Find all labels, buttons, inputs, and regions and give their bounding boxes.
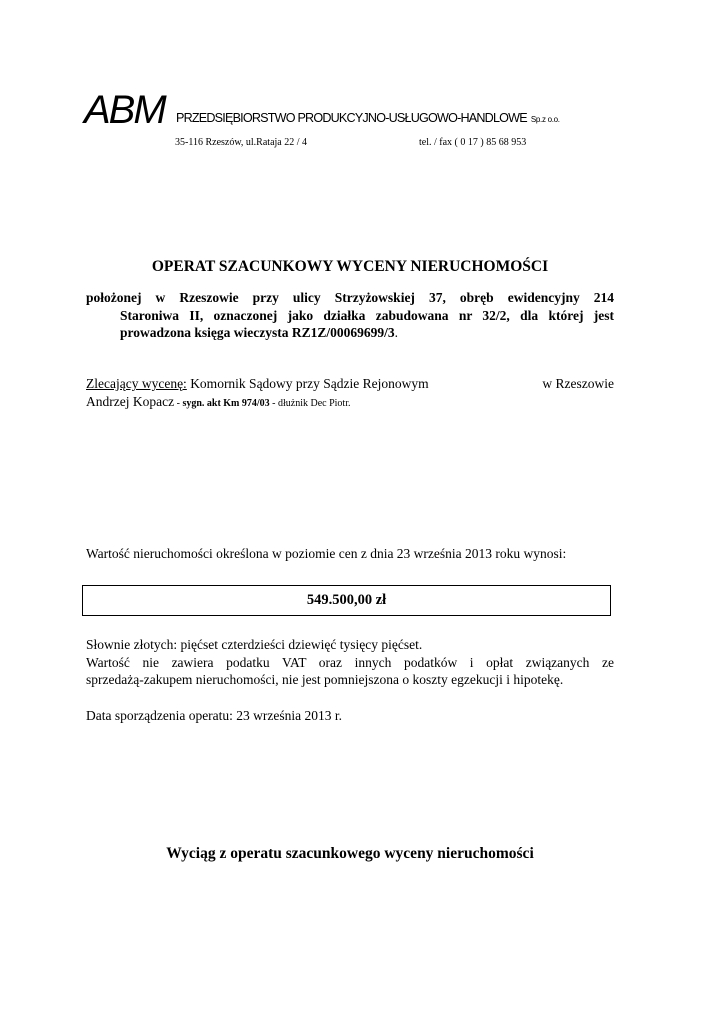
company-name-text: PRZEDSIĘBIORSTWO PRODUKCYJNO-USŁUGOWO-HANDLOWE: [176, 111, 527, 125]
extract-title: Wyciąg z operatu szacunkowego wyceny nieruchomości: [166, 845, 534, 862]
commission-label: Zlecający wycenę:: [86, 376, 187, 391]
commission-city: w Rzeszowie: [542, 376, 614, 391]
preparation-date: Data sporządzenia operatu: 23 września 2013 r.: [86, 708, 343, 723]
value-amount: 549.500,00 zł: [306, 592, 387, 608]
company-logo: ABM: [84, 88, 165, 132]
case-number: sygn. akt Km 974/03: [182, 398, 270, 409]
vat-note-line-1: Wartość nie zawiera podatku VAT oraz innych podatków i opłat związanych ze: [86, 654, 614, 670]
land-register-text: prowadzona księga wieczysta RZ1Z/00069699/3: [120, 325, 395, 340]
commissioning-party: [86, 375, 614, 413]
property-location: [86, 289, 614, 342]
debtor-info: - dłużnik Dec Piotr.: [269, 398, 351, 409]
value-intro: Wartość nieruchomości określona w poziomie cen z dnia 23 września 2013 roku wynosi:: [86, 546, 567, 561]
bailiff-name: Andrzej Kopacz: [86, 394, 175, 409]
company-address: 35-116 Rzeszów, ul.Rataja 22 / 4: [175, 137, 308, 148]
document-title: OPERAT SZACUNKOWY WYCENY NIERUCHOMOŚCI: [151, 258, 549, 275]
location-line-3: [86, 324, 614, 342]
case-prefix: -: [174, 398, 183, 409]
company-name: [176, 111, 560, 125]
location-line-1: położonej w Rzeszowie przy ulicy Strzyżowskiej 37, obręb ewidencyjny 214: [86, 290, 614, 305]
commission-text: Komornik Sądowy przy Sądzie Rejonowym: [186, 376, 429, 391]
value-description: [86, 636, 614, 689]
vat-note-line-2: sprzedażą-zakupem nieruchomości, nie jest pomniejszona o koszty egzekucji i hipotekę.: [86, 672, 564, 687]
value-in-words: Słownie złotych: pięćset czterdzieści dziewięć tysięcy pięćset.: [86, 637, 423, 652]
company-suffix: Sp.z o.o.: [530, 115, 560, 124]
company-phone: tel. / fax ( 0 17 ) 85 68 953: [419, 137, 527, 148]
location-line-2: Staroniwa II, oznaczonej jako działka zabudowana nr 32/2, dla której jest: [120, 307, 614, 323]
value-amount-box: [82, 585, 611, 616]
location-period: .: [394, 325, 399, 340]
